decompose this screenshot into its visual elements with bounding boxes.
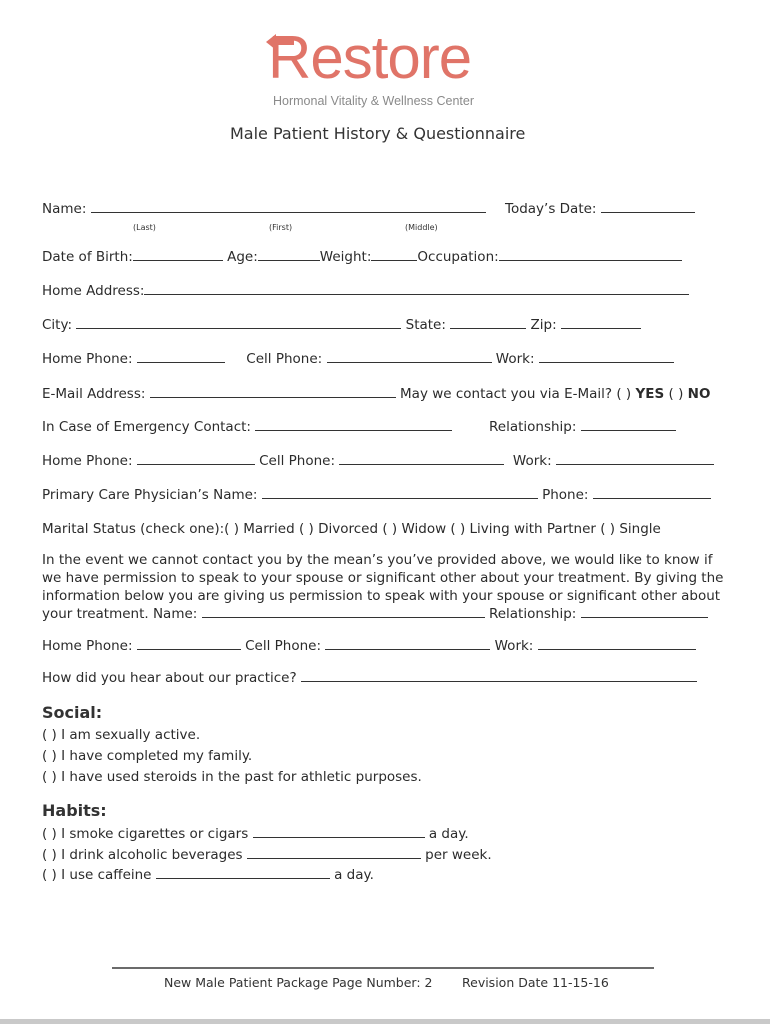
spouse-home-phone-field[interactable]	[137, 637, 241, 650]
permission-text: In the event we cannot contact you by the mean’s you’ve provided above, we would like to know if we have permission to speak to your spouse or significant other about your treatment. By giving the information below you are giving us permission to speak with your spouse or significant other about your treatment. Name:	[42, 552, 724, 622]
home-address-row	[42, 282, 689, 300]
emergency-home-phone-field[interactable]	[137, 452, 255, 465]
habits-caffeine-suffix: a day.	[334, 867, 374, 883]
emergency-work-field[interactable]	[556, 452, 714, 465]
hear-about-row	[42, 669, 697, 687]
name-last-hint: (Last)	[133, 223, 156, 232]
age-field[interactable]	[258, 248, 320, 261]
name-middle-hint: (Middle)	[405, 223, 438, 232]
name-row	[42, 200, 486, 218]
state-field[interactable]	[450, 316, 526, 329]
zip-label: Zip:	[530, 317, 557, 333]
habits-item-caffeine	[42, 866, 374, 883]
social-item-sexually-active[interactable]: ( ) I am sexually active.	[42, 727, 201, 743]
habits-item-smoke	[42, 825, 469, 842]
emergency-work-label: Work:	[512, 453, 552, 469]
age-label: Age:	[227, 249, 258, 265]
footer-page-number: New Male Patient Package Page Number: 2	[164, 975, 433, 990]
spouse-cell-phone-label: Cell Phone:	[245, 638, 322, 654]
social-item-completed-family[interactable]: ( ) I have completed my family.	[42, 748, 253, 764]
name-label: Name:	[42, 201, 87, 217]
habits-item-drink	[42, 846, 492, 863]
spouse-relationship-field[interactable]	[581, 605, 708, 618]
scan-edge	[0, 1019, 770, 1024]
footer-revision-date: Revision Date 11-15-16	[462, 975, 609, 990]
emergency-phone-row	[42, 452, 714, 470]
email-no-bracket: ( )	[668, 386, 684, 402]
social-item-steroids[interactable]: ( ) I have used steroids in the past for athletic purposes.	[42, 769, 422, 785]
logo-tagline: Hormonal Vitality & Wellness Center	[273, 94, 475, 108]
pcp-row	[42, 486, 711, 504]
social-heading: Social:	[42, 703, 103, 722]
work-phone-field[interactable]	[539, 350, 674, 363]
spouse-work-label: Work:	[494, 638, 534, 654]
weight-field[interactable]	[371, 248, 417, 261]
emergency-cell-phone-field[interactable]	[339, 452, 504, 465]
spouse-phone-row	[42, 637, 696, 655]
habits-smoke-label[interactable]: ( ) I smoke cigarettes or cigars	[42, 826, 249, 842]
home-phone-label: Home Phone:	[42, 351, 133, 367]
emergency-relationship-field[interactable]	[581, 418, 676, 431]
zip-field[interactable]	[561, 316, 641, 329]
city-field[interactable]	[76, 316, 401, 329]
habits-smoke-field[interactable]	[253, 825, 425, 838]
email-no-option[interactable]: NO	[687, 386, 711, 402]
occupation-field[interactable]	[499, 248, 682, 261]
habits-smoke-suffix: a day.	[428, 826, 469, 842]
form-title: Male Patient History & Questionnaire	[230, 124, 526, 143]
hear-about-label: How did you hear about our practice?	[42, 670, 297, 686]
home-phone-field[interactable]	[137, 350, 225, 363]
cell-phone-label: Cell Phone:	[246, 351, 323, 367]
email-yes-option[interactable]: YES	[635, 386, 665, 402]
habits-heading: Habits:	[42, 801, 107, 820]
weight-label: Weight:	[319, 249, 372, 265]
city-label: City:	[42, 317, 73, 333]
email-contact-question: May we contact you via E-Mail? ( )	[400, 386, 632, 402]
pcp-name-field[interactable]	[262, 486, 538, 499]
emergency-cell-phone-label: Cell Phone:	[259, 453, 336, 469]
pcp-phone-label: Phone:	[542, 487, 589, 503]
todays-date-label: Today’s Date:	[505, 201, 597, 217]
email-field[interactable]	[150, 385, 396, 398]
permission-paragraph	[42, 551, 732, 623]
emergency-row	[42, 418, 452, 436]
email-row	[42, 385, 710, 403]
spouse-home-phone-label: Home Phone:	[42, 638, 133, 654]
dob-row	[42, 248, 682, 266]
city-row	[42, 316, 641, 334]
habits-drink-label[interactable]: ( ) I drink alcoholic beverages	[42, 847, 243, 863]
emergency-contact-label: In Case of Emergency Contact:	[42, 419, 251, 435]
pcp-phone-field[interactable]	[593, 486, 711, 499]
state-label: State:	[405, 317, 446, 333]
footer-divider	[112, 967, 654, 969]
cell-phone-field[interactable]	[327, 350, 492, 363]
todays-date-row	[505, 200, 695, 218]
spouse-relationship-label: Relationship:	[488, 606, 577, 622]
home-address-label: Home Address:	[42, 283, 145, 299]
habits-caffeine-field[interactable]	[156, 866, 330, 879]
marital-status-row[interactable]: Marital Status (check one):( ) Married ( ) Divorced ( ) Widow ( ) Living with Partner ( ) Single	[42, 521, 661, 537]
dob-label: Date of Birth:	[42, 249, 133, 265]
habits-drink-suffix: per week.	[425, 847, 492, 863]
habits-drink-field[interactable]	[247, 846, 421, 859]
dob-field[interactable]	[133, 248, 223, 261]
logo-brand: Restore	[268, 24, 472, 91]
pcp-name-label: Primary Care Physician’s Name:	[42, 487, 258, 503]
name-field[interactable]	[91, 200, 486, 213]
email-label: E-Mail Address:	[42, 386, 146, 402]
phone-row	[42, 350, 674, 368]
work-label: Work:	[495, 351, 535, 367]
emergency-home-phone-label: Home Phone:	[42, 453, 133, 469]
spouse-name-field[interactable]	[202, 605, 485, 618]
hear-about-field[interactable]	[301, 669, 697, 682]
emergency-contact-field[interactable]	[255, 418, 452, 431]
occupation-label: Occupation:	[417, 249, 499, 265]
todays-date-field[interactable]	[601, 200, 695, 213]
emergency-relationship-row	[489, 418, 676, 436]
home-address-field[interactable]	[144, 282, 689, 295]
name-first-hint: (First)	[269, 223, 293, 232]
spouse-cell-phone-field[interactable]	[325, 637, 490, 650]
spouse-work-field[interactable]	[538, 637, 696, 650]
emergency-relationship-label: Relationship:	[489, 419, 577, 435]
habits-caffeine-label[interactable]: ( ) I use caffeine	[42, 867, 152, 883]
